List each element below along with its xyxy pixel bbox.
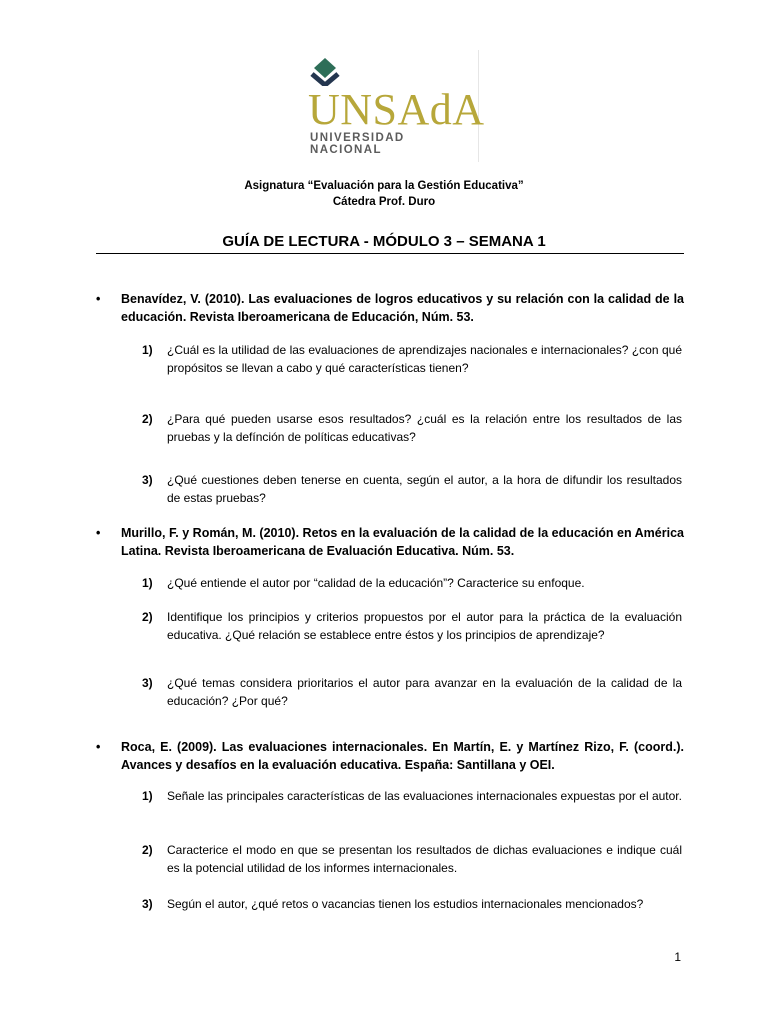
chair-line: Cátedra Prof. Duro: [332, 196, 436, 208]
question-number: 3): [142, 897, 153, 911]
logo-subtitle: UNIVERSIDAD NACIONAL: [310, 132, 405, 156]
bullet: •: [96, 740, 101, 754]
bullet: •: [96, 292, 101, 306]
question-item: [142, 841, 682, 877]
question-text: Caracterice el modo en que se presentan los resultados de dichas evaluaciones e indique cuál es la potencial utilidad de los informes internacionales.: [167, 843, 682, 875]
question-number: 2): [142, 843, 153, 857]
logo-diamond-icon: [308, 58, 342, 86]
question-text: Señale las principales características de las evaluaciones internacionales expuestas por el autor.: [167, 789, 682, 803]
question-text: ¿Qué temas considera prioritarios el autor para avanzar en la evaluación de la calidad de la educación? ¿Por qué?: [167, 676, 682, 708]
question-text: ¿Qué entiende el autor por “calidad de la educación”? Caracterice su enfoque.: [167, 576, 585, 590]
question-number: 3): [142, 473, 153, 487]
question-text: ¿Para qué pueden usarse esos resultados? ¿cuál es la relación entre los resultados de las pruebas y la defínción de políticas educativas?: [167, 412, 682, 444]
subject-line: Asignatura “Evaluación para la Gestión Educativa”: [244, 180, 524, 192]
question-text: ¿Cuál es la utilidad de las evaluaciones de aprendizajes nacionales e internacionales? ¿con qué propósitos se llevan a cabo y qué características tienen?: [167, 343, 682, 375]
question-item: [142, 787, 682, 805]
reference-text: Benavídez, V. (2010). Las evaluaciones de logros educativos y su relación con la calidad de la educación. Revista Iberoamericana de Educación, Núm. 53.: [121, 292, 684, 324]
logo-wordmark: UNSAdA: [308, 85, 485, 134]
question-number: 1): [142, 576, 153, 590]
question-item: [142, 410, 682, 446]
question-item: [142, 674, 682, 710]
title-divider: [96, 253, 684, 254]
question-item: [142, 608, 682, 644]
question-text: Identifique los principios y criterios propuestos por el autor para la práctica de la evaluación educativa. ¿Qué relación se establece entre éstos y los principios de aprendizaje?: [167, 610, 682, 642]
page-number: 1: [674, 950, 681, 964]
question-item: [142, 341, 682, 377]
reference-text: Roca, E. (2009). Las evaluaciones internacionales. En Martín, E. y Martínez Rizo, F. (coord.). Avances y desafíos en la evaluación educativa. España: Santillana y OEI.: [121, 740, 684, 772]
question-number: 1): [142, 789, 153, 803]
question-text: ¿Qué cuestiones deben tenerse en cuenta, según el autor, a la hora de difundir los resultados de estas pruebas?: [167, 473, 682, 505]
question-item: [142, 895, 682, 913]
question-item: [142, 471, 682, 507]
question-number: 3): [142, 676, 153, 690]
question-text: Según el autor, ¿qué retos o vacancias tienen los estudios internacionales mencionados?: [167, 897, 644, 911]
question-number: 1): [142, 343, 153, 357]
page-title: GUÍA DE LECTURA - MÓDULO 3 – SEMANA 1: [222, 233, 546, 250]
question-item: [142, 574, 682, 592]
question-number: 2): [142, 610, 153, 624]
university-logo: [298, 50, 485, 162]
reference-item: [96, 290, 684, 326]
reference-item: [96, 738, 684, 774]
reference-text: Murillo, F. y Román, M. (2010). Retos en la evaluación de la calidad de la educación en América Latina. Revista Iberoamericana de Evaluación Educativa. Núm. 53.: [121, 526, 684, 558]
bullet: •: [96, 526, 101, 540]
question-number: 2): [142, 412, 153, 426]
reference-item: [96, 524, 684, 560]
